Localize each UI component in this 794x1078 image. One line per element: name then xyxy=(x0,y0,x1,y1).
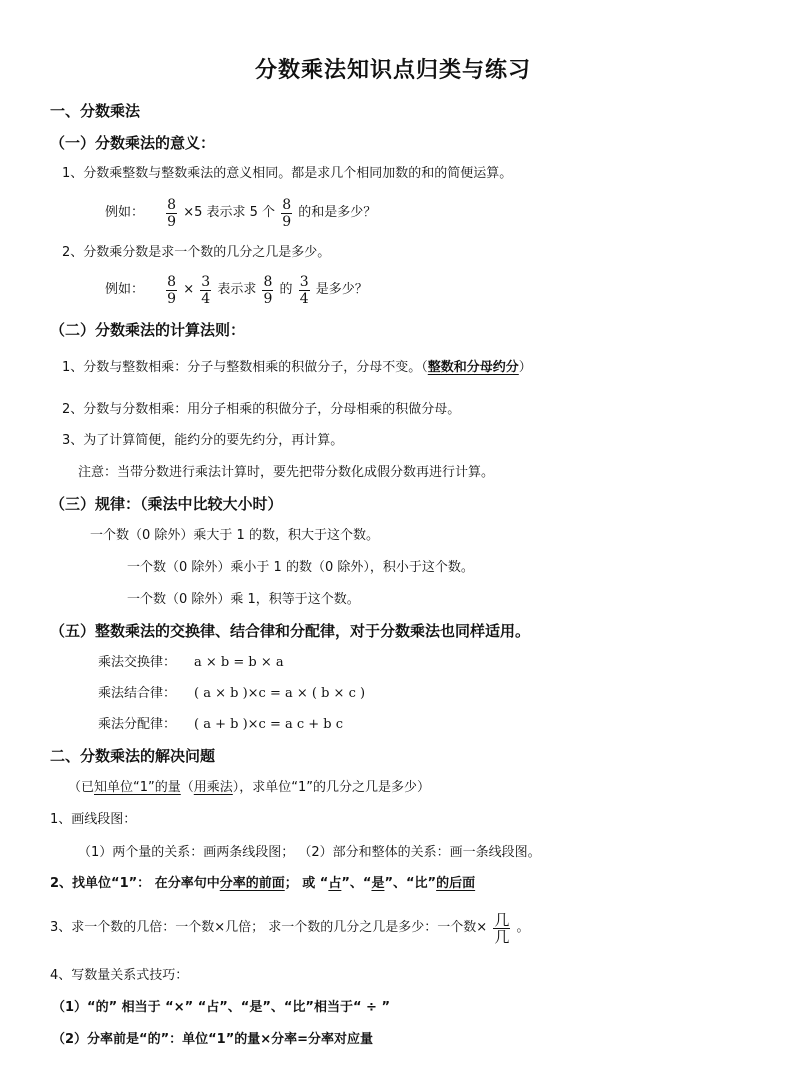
law-formula: a × b = b × a xyxy=(194,655,284,670)
numerator: 8 xyxy=(167,273,177,290)
law-label: 乘法分配律： xyxy=(98,717,177,732)
solve-item-3 xyxy=(50,910,530,947)
item2-emphasis: 分率的前面 xyxy=(219,876,285,891)
denominator: 9 xyxy=(282,213,292,230)
example-text: 的和是多少？ xyxy=(298,205,377,220)
solve-item-2 xyxy=(50,876,475,892)
denominator: 几 xyxy=(494,927,510,946)
rules-item-1-emphasis: 整数和分母约分 xyxy=(427,360,519,375)
meaning-item-1: 1、分数乘整数与整数乘法的意义相同。都是求几个相同加数的和的简便运算。 xyxy=(62,166,513,181)
rules-item-3: 3、为了计算简便，能约分的要先约分，再计算。 xyxy=(62,433,344,448)
rules-item-1-close: ） xyxy=(518,360,532,375)
numerator: 几 xyxy=(494,910,510,929)
solve-item-1-sub: （1）两个量的关系：画两条线段图； （2）部分和整体的关系：画一条线段图。 xyxy=(78,845,541,860)
item3-text: 3、求一个数的几倍：一个数×几倍； 求一个数的几分之几是多少：一个数× xyxy=(50,920,488,935)
item2-text: 2、找单位“1”： 在分率句中 xyxy=(50,876,220,891)
intro-text: （已 xyxy=(68,780,95,795)
denominator: 9 xyxy=(167,213,177,230)
fraction xyxy=(200,274,211,307)
item2-emphasis: 占 xyxy=(328,876,342,891)
example-label: 例如： xyxy=(105,282,145,297)
section-2-heading: 二、分数乘法的解决问题 xyxy=(50,747,216,765)
rules-item-2: 2、分数与分数相乘：用分子相乘的积做分子，分母相乘的积做分母。 xyxy=(62,402,461,417)
law-commutative xyxy=(98,655,284,671)
example-text: ×5 表示求 5 个 xyxy=(183,205,276,220)
fraction xyxy=(281,197,292,230)
section-2-intro xyxy=(68,780,430,796)
denominator: 4 xyxy=(299,290,309,307)
item2-emphasis: 的后面 xyxy=(436,876,476,891)
meaning-item-2: 2、分数乘分数是求一个数的几分之几是多少。 xyxy=(62,245,331,260)
item2-text: ； 或 “ xyxy=(284,876,329,891)
intro-emphasis: 用乘法 xyxy=(193,780,233,795)
rules-item-1-text: 1、分数与整数相乘：分子与整数相乘的积做分子，分母不变。（ xyxy=(62,360,428,375)
pattern-rule-2: 一个数（0 除外）乘小于 1 的数（0 除外），积小于这个数。 xyxy=(127,560,474,575)
fraction xyxy=(262,274,273,307)
numerator: 3 xyxy=(201,273,211,290)
item2-emphasis: 是 xyxy=(371,876,385,891)
subsection-laws-heading: （五）整数乘法的交换律、结合律和分配律，对于分数乘法也同样适用。 xyxy=(50,622,531,640)
law-formula: ( a × b )×c = a × ( b × c ) xyxy=(194,686,366,701)
solve-item-1: 1、画线段图： xyxy=(50,812,137,827)
denominator: 9 xyxy=(167,290,177,307)
intro-text: （ xyxy=(180,780,194,795)
numerator: 8 xyxy=(263,273,273,290)
rules-note: 注意：当带分数进行乘法计算时，要先把带分数化成假分数再进行计算。 xyxy=(78,465,495,480)
solve-item-4: 4、写数量关系式技巧： xyxy=(50,968,189,983)
tip-1: （1）“的” 相当于 “×” “占”、“是”、“比”相当于“ ÷ ” xyxy=(52,1000,390,1015)
intro-emphasis: 知单位“1”的量 xyxy=(94,780,181,795)
tip-2: （2）分率前是“的”：单位“1”的量×分率=分率对应量 xyxy=(52,1032,374,1047)
law-distributive xyxy=(98,717,343,733)
meaning-example-1 xyxy=(105,195,376,232)
law-associative xyxy=(98,686,365,702)
denominator: 9 xyxy=(263,290,273,307)
numerator: 3 xyxy=(299,273,309,290)
example-text: 表示求 xyxy=(217,282,257,297)
subsection-rules-heading: （二）分数乘法的计算法则： xyxy=(50,321,246,339)
item2-text: ”、“比” xyxy=(384,876,437,891)
meaning-example-2 xyxy=(105,272,368,309)
law-formula: ( a + b )×c = a c + b c xyxy=(194,717,344,732)
fraction xyxy=(166,274,177,307)
example-label: 例如： xyxy=(105,205,145,220)
item2-text: ”、“ xyxy=(341,876,372,891)
law-label: 乘法交换律： xyxy=(98,655,177,670)
intro-text: ），求单位“1”的几分之几是多少） xyxy=(232,780,431,795)
example-text: 的 xyxy=(279,282,293,297)
pattern-rule-1: 一个数（0 除外）乘大于 1 的数，积大于这个数。 xyxy=(90,528,379,543)
numerator: 8 xyxy=(167,196,177,213)
section-1-heading: 一、分数乘法 xyxy=(50,102,141,120)
subsection-meaning-heading: （一）分数乘法的意义： xyxy=(50,134,216,152)
pattern-rule-3: 一个数（0 除外）乘 1，积等于这个数。 xyxy=(127,592,360,607)
item3-tail: 。 xyxy=(516,920,530,935)
times-sign: × xyxy=(183,282,195,297)
page-title: 分数乘法知识点归类与练习 xyxy=(255,58,532,83)
fraction xyxy=(166,197,177,230)
example-text: 是多少？ xyxy=(315,282,368,297)
law-label: 乘法结合律： xyxy=(98,686,177,701)
denominator: 4 xyxy=(201,290,211,307)
subsection-pattern-heading: （三）规律：（乘法中比较大小时） xyxy=(50,495,283,513)
fraction xyxy=(493,912,510,945)
fraction xyxy=(299,274,310,307)
numerator: 8 xyxy=(282,196,292,213)
rules-item-1 xyxy=(62,360,532,376)
